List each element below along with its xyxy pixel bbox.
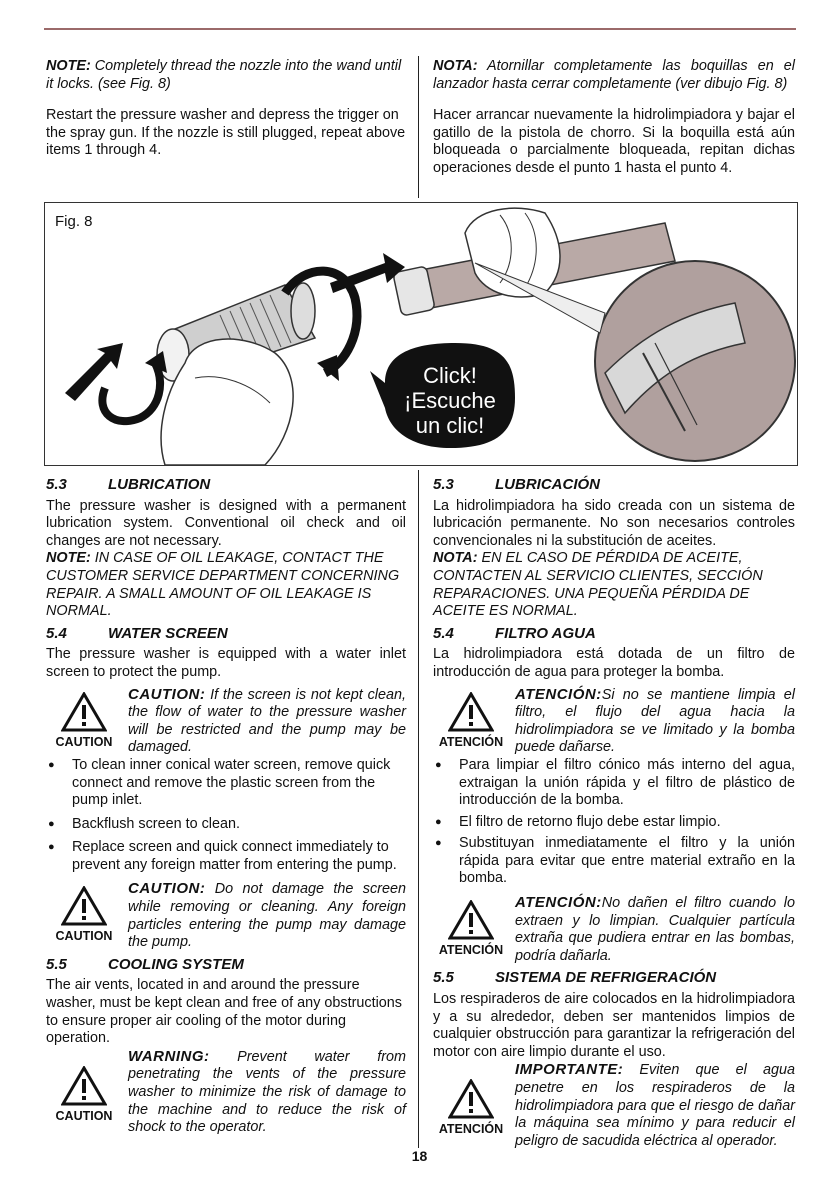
section-5-3-text: The pressure washer is designed with a permanent lubrication system. Conventional oil check and oil changes are not necessary.: [46, 497, 406, 549]
atencion-block-1: ATENCIÓN ATENCIÓN:Si no se mantiene limpia el filtro, el flujo del agua hacia la hidrolimpiadora se ve limitado y la bomba puede dañarse.: [433, 686, 795, 757]
importante-block: ATENCIÓN IMPORTANTE: Eviten que el agua penetre en los respiraderos de la hidrolimpiadora para que el riesgo de dañar la máquina sea mínimo y para reducir el peligro de sacudida eléctrica al operador.: [433, 1061, 795, 1150]
caution-label: CAUTION: [55, 1108, 113, 1123]
caution-icon-wrapper: [46, 692, 122, 752]
bubble-line-1: Click!: [423, 363, 477, 388]
warning-triangle-icon: [61, 886, 107, 926]
click-bubble-text: [385, 363, 515, 438]
seccion-5-3-text: La hidrolimpiadora ha sido creada con un sistema de lubricación permanente. No son necesarios controles convencionales ni la substitución de aceites.: [433, 497, 795, 549]
caution-block-2: CAUTION CAUTION: Do not damage the screen while removing or cleaning. Any foreign particles entering the pump may damage the pump.: [46, 880, 406, 951]
bottom-divider: [418, 470, 419, 1148]
top-rule: [44, 28, 796, 30]
caution-icon-wrapper: [433, 900, 509, 960]
list-item: ● Substituyan inmediatamente el filtro y la unión rápida para evitar que entre material extraño en la bomba.: [459, 835, 795, 888]
bubble-line-2: ¡Escuche: [404, 388, 496, 413]
top-right-paragraph: Hacer arrancar nuevamente la hidrolimpiadora y bajar el gatillo de la pistola de chorro. Si la boquilla está aún bloqueada o parcialmente bloqueada, repitan dichas operaciones desde el punto 1 hasta el punto 4.: [433, 107, 795, 176]
filtro-agua-list: [433, 757, 795, 888]
warning-triangle-icon: [448, 900, 494, 940]
caution-label: CAUTION: [55, 929, 113, 944]
atencion-label: ATENCIÓN: [438, 1122, 504, 1137]
warning-triangle-icon: [61, 1066, 107, 1106]
section-5-3-heading: 5.3 LUBRICATION: [46, 476, 211, 493]
list-item: ● Para limpiar el filtro cónico más interno del agua, extraigan la unión rápida y el filtro de plástico de introducción de la bomba.: [459, 757, 795, 810]
section-5-4-text: The pressure washer is equipped with a water inlet screen to protect the pump.: [46, 646, 406, 680]
list-item: ● To clean inner conical water screen, remove quick connect and remove the plastic screen from the pump inlet.: [72, 757, 406, 810]
note-text: Completely thread the nozzle into the wand until it locks. (see Fig. 8): [46, 58, 402, 92]
top-right-note: [433, 58, 795, 93]
seccion-5-5-heading: 5.5 SISTEMA DE REFRIGERACIÓN: [433, 969, 717, 987]
nota-text: Atornillar completamente las boquillas en el lanzador hasta cerrar completamente (ver dibujo Fig. 8): [433, 58, 795, 92]
top-divider: [418, 56, 419, 198]
seccion-5-4-text: La hidrolimpiadora está dotada de un filtro de introducción de agua para proteger la bomba.: [433, 646, 795, 680]
seccion-5-5-text: Los respiraderos de aire colocados en la hidrolimpiadora y a su alrededor, deben ser mantenidos limpios de cualquier obstrucción para garantizar la refrigeración del motor con aire limpio durante el uso.: [433, 991, 795, 1060]
water-screen-list: [46, 757, 406, 875]
caution-icon-wrapper: [433, 1079, 509, 1139]
atencion-block-2: ATENCIÓN ATENCIÓN:No dañen el filtro cuando lo extraen y lo limpian. Cualquier partícula extraña que pudiera entrar en las bombas, podría dañarla.: [433, 894, 795, 965]
nota-label: NOTA:: [433, 58, 478, 74]
top-left-paragraph: Restart the pressure washer and depress the trigger on the spray gun. If the nozzle is still plugged, repeat above items 1 through 4.: [46, 107, 406, 159]
section-5-5-text: The air vents, located in and around the pressure washer, must be kept clean and free of any obstructions to ensure proper air cooling of the motor during operation.: [46, 977, 402, 1047]
figure-8: [44, 202, 798, 466]
seccion-5-3-heading: 5.3 LUBRICACIÓN: [433, 476, 600, 493]
page-number: 18: [411, 1148, 428, 1164]
caution-icon-wrapper: [433, 692, 509, 752]
right-column: [433, 470, 795, 1150]
caution-icon-wrapper: [46, 1066, 122, 1126]
caution-block-1: CAUTION CAUTION: If the screen is not kept clean, the flow of water to the pressure washer will be restricted and the pump may be damaged.: [46, 686, 406, 757]
top-left-text: [46, 58, 406, 160]
section-5-5-heading: 5.5 COOLING SYSTEM: [46, 955, 244, 973]
seccion-5-3-note: NOTA: EN EL CASO DE PÉRDIDA DE ACEITE, CONTACTEN AL SERVICIO CLIENTES, SECCIÓN REPARACIONES. UNA PEQUEÑA PÉRDIDA DE ACEITE ES NORMAL.: [433, 550, 763, 620]
section-5-4-heading: 5.4 WATER SCREEN: [46, 624, 228, 642]
warning-triangle-icon: [448, 692, 494, 732]
list-item: ● Backflush screen to clean.: [72, 816, 406, 834]
list-item: ● El filtro de retorno flujo debe estar limpio.: [459, 814, 795, 832]
bubble-line-3: un clic!: [415, 413, 485, 438]
atencion-label: ATENCIÓN: [438, 734, 504, 749]
atencion-label: ATENCIÓN: [438, 943, 504, 958]
section-5-3-note: NOTE: IN CASE OF OIL LEAKAGE, CONTACT THE CUSTOMER SERVICE DEPARTMENT CONCERNING REPAIR. A SMALL AMOUNT OF OIL LEAKAGE IS NORMAL.: [46, 550, 400, 620]
caution-label: CAUTION: [55, 734, 113, 749]
left-column: [46, 470, 406, 1137]
warning-triangle-icon: [61, 692, 107, 732]
warning-triangle-icon: [448, 1079, 494, 1119]
top-right-text: [433, 58, 795, 178]
list-item: ● Replace screen and quick connect immediately to prevent any foreign matter from entering the pump.: [72, 839, 406, 874]
seccion-5-4-heading: 5.4 FILTRO AGUA: [433, 624, 596, 642]
warning-block: CAUTION WARNING: Prevent water from penetrating the vents of the pressure washer to minimize the risk of damage to the machine and to reduce the risk of shock to the operator.: [46, 1048, 406, 1137]
note-label: NOTE:: [46, 58, 91, 74]
figure-label: Fig. 8: [55, 213, 93, 230]
top-left-note: [46, 58, 406, 93]
caution-icon-wrapper: [46, 886, 122, 946]
